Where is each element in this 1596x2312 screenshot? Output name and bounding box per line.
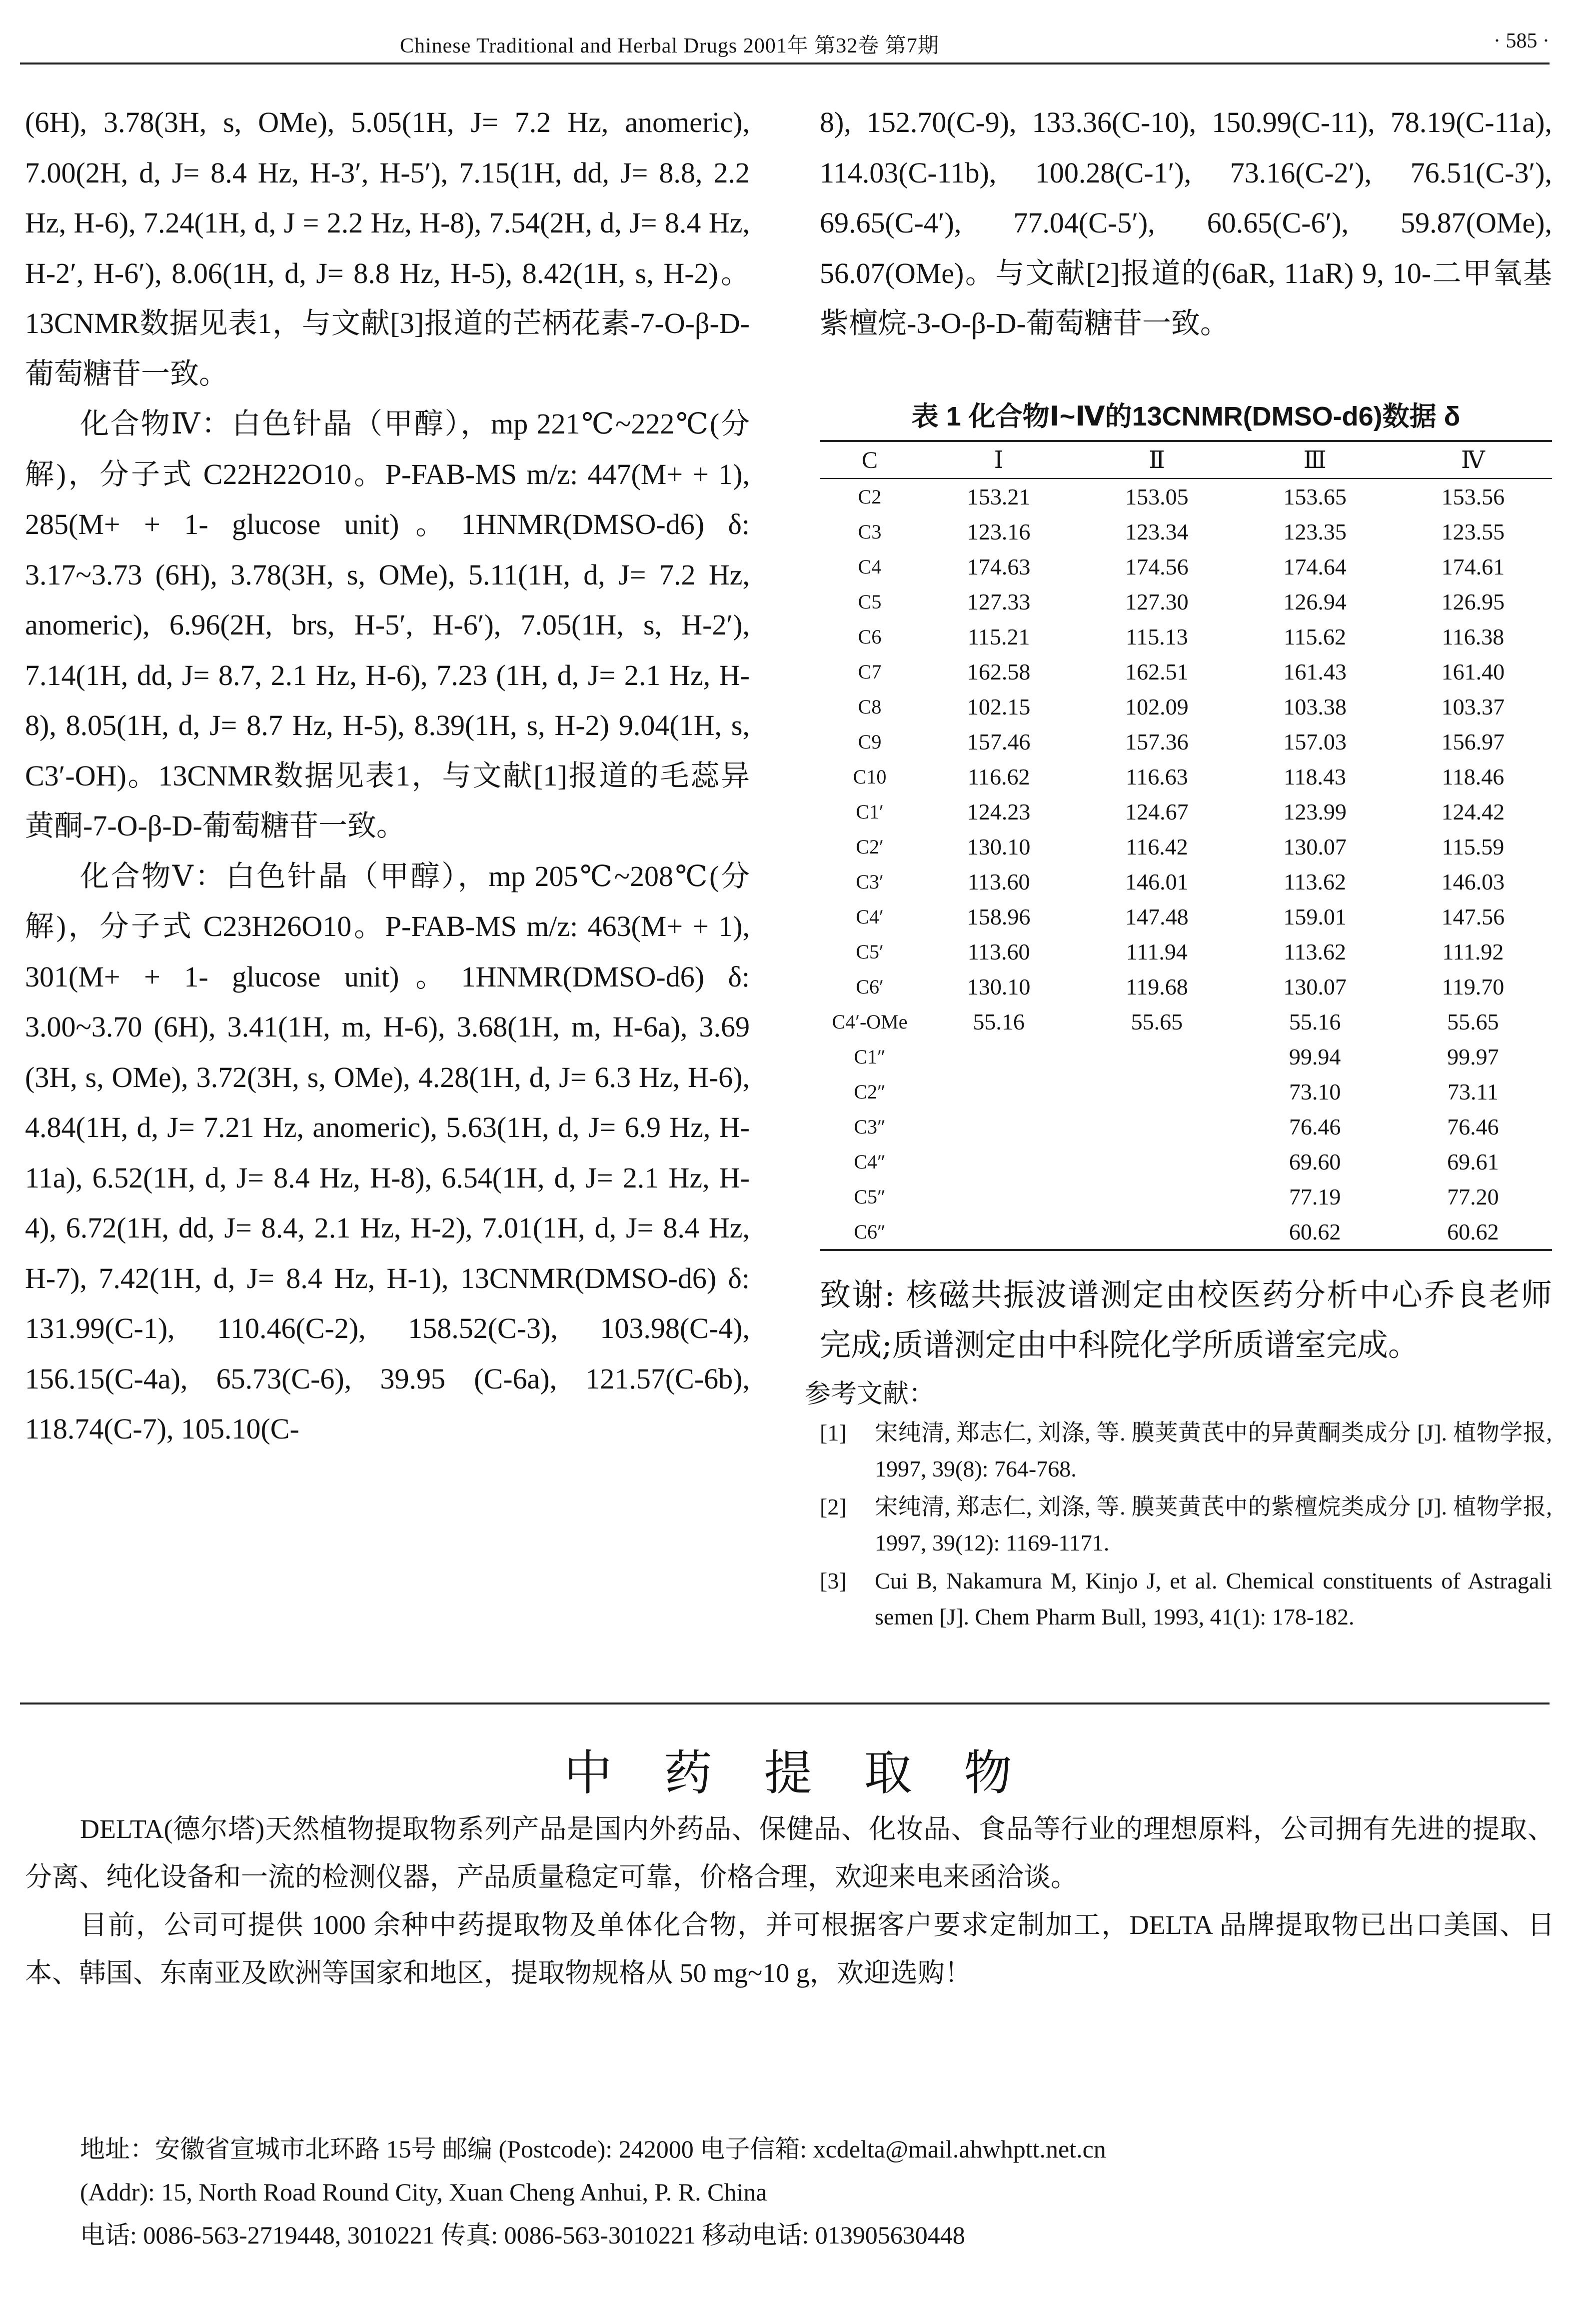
shift-value: 146.03 (1441, 868, 1505, 894)
contact-phone: 电话: 0086-563-2719448, 3010221 传真: 0086-563-3010221 移动电话: 013905630448 (80, 2221, 965, 2249)
carbon-label: C10 (853, 765, 887, 788)
shift-value: 111.92 (1442, 938, 1504, 964)
carbon-label: C1′ (856, 800, 884, 823)
table-row (820, 1214, 1552, 1250)
shift-value: 116.62 (967, 764, 1030, 790)
carbon-label: C5′ (856, 940, 884, 963)
table-row (820, 584, 1552, 619)
acknowledgement: 致谢: 核磁共振波谱测定由校医药分析中心乔良老师完成;质谱测定由中科院化学所质谱室完成。 (820, 1276, 1552, 1363)
contact-address-en: (Addr): 15, North Road Round City, Xuan Cheng Anhui, P. R. China (80, 2178, 767, 2206)
ad-paragraph: DELTA(德尔塔)天然植物提取物系列产品是国内外药品、保健品、化妆品、食品等行业的理想原料，公司拥有先进的提取、分离、纯化设备和一流的检测仪器，产品质量稳定可靠，价格合理，欢迎来电来函洽谈。 (25, 1814, 1555, 1892)
table-row (820, 724, 1552, 759)
shift-value: 174.56 (1125, 554, 1189, 580)
reference-number: [3] (820, 1568, 847, 1594)
table-row (820, 864, 1552, 899)
ad-contact (80, 2128, 1530, 2256)
shift-value: 126.95 (1441, 588, 1505, 614)
carbon-label: C8 (858, 695, 882, 718)
table-row (820, 899, 1552, 934)
table-row (820, 654, 1552, 689)
table-row (820, 759, 1552, 794)
column-header: C (820, 441, 920, 478)
shift-value (920, 1179, 1078, 1214)
shift-value: 113.62 (1284, 938, 1347, 964)
shift-value: 111.94 (1126, 938, 1188, 964)
shift-value: 146.01 (1125, 868, 1189, 894)
shift-value: 153.56 (1441, 484, 1505, 510)
shift-value: 113.62 (1284, 868, 1347, 894)
shift-value (1078, 1214, 1236, 1250)
reference-number: [2] (820, 1494, 847, 1520)
carbon-label: C2 (858, 485, 882, 508)
carbon-label: C2″ (854, 1080, 886, 1103)
shift-value: 116.63 (1125, 764, 1188, 790)
shift-value: 158.96 (967, 904, 1031, 930)
carbon-label: C9 (858, 730, 882, 753)
table-row (820, 969, 1552, 1004)
shift-value: 113.60 (967, 938, 1030, 964)
shift-value: 157.46 (967, 728, 1031, 754)
right-column (820, 98, 1552, 349)
shift-value: 174.61 (1441, 554, 1505, 580)
shift-value: 115.59 (1442, 834, 1505, 860)
reference-item (820, 1489, 1552, 1561)
shift-value: 76.46 (1447, 1114, 1499, 1140)
shift-value (1078, 1144, 1236, 1179)
carbon-label: C5″ (854, 1185, 886, 1208)
shift-value: 123.35 (1283, 518, 1347, 544)
shift-value (1078, 1109, 1236, 1144)
shift-value: 126.94 (1283, 588, 1347, 614)
body-paragraph: 化合物Ⅴ：白色针晶（甲醇），mp 205℃~208℃(分解)，分子式 C23H26O10。P-FAB-MS m/z: 463(M+ + 1), 301(M+ + 1- glucose unit)。1HNMR(DMSO-d6) δ: 3.00~3.70 (6H), 3.41(1H, m, H-6), 3.68(1H, m, H-6a), 3.69 (3H, s, OMe), 3.72(3H, s, OMe), 4.28(1H, d, J= 6.3 Hz, H-6), 4.84(1H, d, J= 7.21 Hz, anomeric), 5.63(1H, d, J= 6.9 Hz, H-11a), 6.52(1H, d, J= 8.4 Hz, H-8), 6.54(1H, d, J= 2.1 Hz, H-4), 6.72(1H, dd, J= 8.4, 2.1 Hz, H-2), 7.01(1H, d, J= 8.4 Hz, H-7), 7.42(1H, d, J= 8.4 Hz, H-1), 13CNMR(DMSO-d6) δ: 131.99(C-1), 110.46(C-2), 158.52(C-3), 103.98(C-4), 156.15(C-4a), 65.73(C-6), 39.95 (C-6a), 121.57(C-6b), 118.74(C-7), 105.10(C- (25, 860, 750, 1445)
carbon-label: C4″ (854, 1150, 886, 1173)
shift-value: 153.21 (967, 484, 1031, 510)
carbon-label: C3 (858, 520, 882, 543)
shift-value: 116.38 (1442, 624, 1505, 650)
shift-value: 124.23 (967, 798, 1031, 824)
shift-value: 115.21 (967, 624, 1030, 650)
reference-item (820, 1415, 1552, 1487)
shift-value: 103.37 (1441, 694, 1505, 720)
carbon-label: C6″ (854, 1220, 886, 1243)
journal-citation: Chinese Traditional and Herbal Drugs 2001年 第32卷 第7期 (400, 34, 939, 58)
shift-value: 69.61 (1447, 1148, 1499, 1174)
reference-text: 宋纯清, 郑志仁, 刘涤, 等. 膜荚黄芪中的异黄酮类成分 [J]. 植物学报, 1997, 39(8): 764-768. (875, 1420, 1552, 1482)
shift-value (920, 1039, 1078, 1074)
table-row (820, 1004, 1552, 1039)
carbon-label: C2′ (856, 835, 884, 858)
shift-value (1078, 1179, 1236, 1214)
shift-value: 102.15 (967, 694, 1031, 720)
carbon-label: C1″ (854, 1045, 886, 1068)
nmr-data-table (820, 440, 1552, 1251)
shift-value: 69.60 (1289, 1148, 1341, 1174)
shift-value: 162.58 (967, 658, 1031, 684)
table-row (820, 1179, 1552, 1214)
carbon-label: C4 (858, 555, 882, 578)
shift-value (920, 1214, 1078, 1250)
column-header: Ⅳ (1394, 441, 1552, 478)
ad-paragraph: 目前，公司可提供 1000 余种中药提取物及单体化合物，并可根据客户要求定制加工，DELTA 品牌提取物已出口美国、日本、韩国、东南亚及欧洲等国家和地区，提取物规格从 50 mg~10 g，欢迎选购！ (25, 1910, 1555, 1988)
shift-value (1078, 1039, 1236, 1074)
table-row (820, 689, 1552, 724)
shift-value: 99.94 (1289, 1044, 1341, 1070)
shift-value: 174.64 (1283, 554, 1347, 580)
carbon-label: C4′-OMe (832, 1010, 908, 1033)
shift-value: 119.68 (1125, 974, 1188, 1000)
carbon-label: C4′ (856, 905, 884, 928)
shift-value: 60.62 (1289, 1218, 1341, 1244)
carbon-label: C6′ (856, 975, 884, 998)
table-caption: 表 1 化合物Ⅰ~Ⅳ的13CNMR(DMSO-d6)数据 δ (911, 402, 1461, 432)
shift-value: 123.99 (1283, 798, 1347, 824)
ad-body (25, 1805, 1555, 1997)
shift-value: 60.62 (1447, 1218, 1499, 1244)
shift-value: 162.51 (1125, 658, 1189, 684)
shift-value: 118.43 (1284, 764, 1347, 790)
column-header: Ⅱ (1078, 441, 1236, 478)
shift-value: 161.40 (1441, 658, 1505, 684)
shift-value: 157.36 (1125, 728, 1189, 754)
shift-value: 147.48 (1125, 904, 1189, 930)
shift-value: 159.01 (1283, 904, 1347, 930)
shift-value: 73.11 (1447, 1078, 1499, 1104)
table-header-row (820, 441, 1552, 478)
page-number: · 585 · (1494, 30, 1550, 52)
carbon-label: C6 (858, 625, 882, 648)
shift-value: 118.46 (1442, 764, 1505, 790)
table-row (820, 478, 1552, 514)
shift-value: 147.56 (1441, 904, 1505, 930)
shift-value: 77.19 (1289, 1184, 1341, 1210)
table-row (820, 549, 1552, 584)
shift-value: 130.10 (967, 834, 1031, 860)
shift-value: 102.09 (1125, 694, 1189, 720)
reference-list (820, 1415, 1552, 1637)
carbon-label: C5 (858, 590, 882, 613)
shift-value: 174.63 (967, 554, 1031, 580)
shift-value (920, 1074, 1078, 1109)
shift-value: 127.33 (967, 588, 1031, 614)
shift-value (1078, 1074, 1236, 1109)
shift-value: 161.43 (1283, 658, 1347, 684)
shift-value: 130.07 (1283, 974, 1347, 1000)
shift-value: 115.62 (1284, 624, 1347, 650)
column-header: Ⅲ (1236, 441, 1394, 478)
table-row (820, 1109, 1552, 1144)
contact-address: 地址：安徽省宣城市北环路 15号 邮编 (Postcode): 242000 电子信箱: xcdelta@mail.ahwhptt.net.cn (80, 2135, 1106, 2163)
table-row (820, 829, 1552, 864)
shift-value: 77.20 (1447, 1184, 1499, 1210)
shift-value: 55.65 (1447, 1008, 1499, 1034)
carbon-label: C7 (858, 660, 882, 683)
shift-value (920, 1144, 1078, 1179)
reference-text: 宋纯清, 郑志仁, 刘涤, 等. 膜荚黄芪中的紫檀烷类成分 [J]. 植物学报, 1997, 39(12): 1169-1171. (875, 1494, 1552, 1556)
shift-value: 130.10 (967, 974, 1031, 1000)
shift-value: 153.65 (1283, 484, 1347, 510)
column-header: Ⅰ (920, 441, 1078, 478)
reference-text: Cui B, Nakamura M, Kinjo J, et al. Chemical constituents of Astragali semen [J]. Chem Pharm Bull, 1993, 41(1): 178-182. (875, 1568, 1552, 1630)
body-paragraph: 化合物Ⅳ：白色针晶（甲醇），mp 221℃~222℃(分解)，分子式 C22H22O10。P-FAB-MS m/z: 447(M+ + 1), 285(M+ + 1- glucose unit)。1HNMR(DMSO-d6) δ: 3.17~3.73 (6H), 3.78(3H, s, OMe), 5.11(1H, d, J= 7.2 Hz, anomeric), 6.96(2H, brs, H-5′, H-6′), 7.05(1H, s, H-2′), 7.14(1H, dd, J= 8.7, 2.1 Hz, H-6), 7.23 (1H, d, J= 2.1 Hz, H-8), 8.05(1H, d, J= 8.7 Hz, H-5), 8.39(1H, s, H-2) 9.04(1H, s, C3′-OH)。13CNMR数据见表1，与文献[1]报道的毛蕊异黄酮-7-O-β-D-葡萄糖苷一致。 (25, 408, 750, 842)
shift-value: 76.46 (1289, 1114, 1341, 1140)
shift-value: 157.03 (1283, 728, 1347, 754)
table-row (820, 1039, 1552, 1074)
shift-value: 123.34 (1125, 518, 1189, 544)
running-header (20, 15, 1550, 64)
shift-value: 153.05 (1125, 484, 1189, 510)
shift-value: 55.65 (1131, 1008, 1183, 1034)
table-row (820, 934, 1552, 969)
table-row (820, 1074, 1552, 1109)
table-row (820, 619, 1552, 654)
shift-value: 55.16 (973, 1008, 1025, 1034)
section-divider (20, 1702, 1550, 1704)
shift-value: 124.67 (1125, 798, 1189, 824)
body-paragraph: (6H), 3.78(3H, s, OMe), 5.05(1H, J= 7.2 Hz, anomeric), 7.00(2H, d, J= 8.4 Hz, H-3′, H-5′), 7.15(1H, dd, J= 8.8, 2.2 Hz, H-6), 7.24(1H, d, J = 2.2 Hz, H-8), 7.54(2H, d, J= 8.4 Hz, H-2′, H-6′), 8.06(1H, d, J= 8.8 Hz, H-5), 8.42(1H, s, H-2)。13CNMR数据见表1，与文献[3]报道的芒柄花素-7-O-β-D-葡萄糖苷一致。 (25, 106, 750, 390)
shift-value: 103.38 (1283, 694, 1347, 720)
shift-value: 127.30 (1125, 588, 1189, 614)
body-paragraph: 8), 152.70(C-9), 133.36(C-10), 150.99(C-11), 78.19(C-11a), 114.03(C-11b), 100.28(C-1′), 73.16(C-2′), 76.51(C-3′), 69.65(C-4′), 77.04(C-5′), 60.65(C-6′), 59.87(OMe), 56.07(OMe)。与文献[2]报道的(6aR, 11aR) 9, 10-二甲氧基紫檀烷-3-O-β-D-葡萄糖苷一致。 (820, 106, 1552, 340)
shift-value: 99.97 (1447, 1044, 1499, 1070)
table-row (820, 794, 1552, 829)
shift-value: 119.70 (1442, 974, 1505, 1000)
reference-number: [1] (820, 1420, 847, 1446)
shift-value: 55.16 (1289, 1008, 1341, 1034)
ad-title: 中 药 提 取 物 (564, 1746, 1032, 1800)
shift-value: 116.42 (1125, 834, 1188, 860)
table-row (820, 514, 1552, 549)
shift-value (920, 1109, 1078, 1144)
shift-value: 113.60 (967, 868, 1030, 894)
shift-value: 156.97 (1441, 728, 1505, 754)
shift-value: 124.42 (1441, 798, 1505, 824)
references-heading: 参考文献： (805, 1380, 935, 1408)
shift-value: 115.13 (1125, 624, 1188, 650)
shift-value: 130.07 (1283, 834, 1347, 860)
shift-value: 123.16 (967, 518, 1031, 544)
shift-value: 123.55 (1441, 518, 1505, 544)
carbon-label: C3″ (854, 1115, 886, 1138)
table-row (820, 1144, 1552, 1179)
carbon-label: C3′ (856, 870, 884, 893)
shift-value: 73.10 (1289, 1078, 1341, 1104)
left-column (25, 98, 750, 1454)
reference-item (820, 1563, 1552, 1635)
